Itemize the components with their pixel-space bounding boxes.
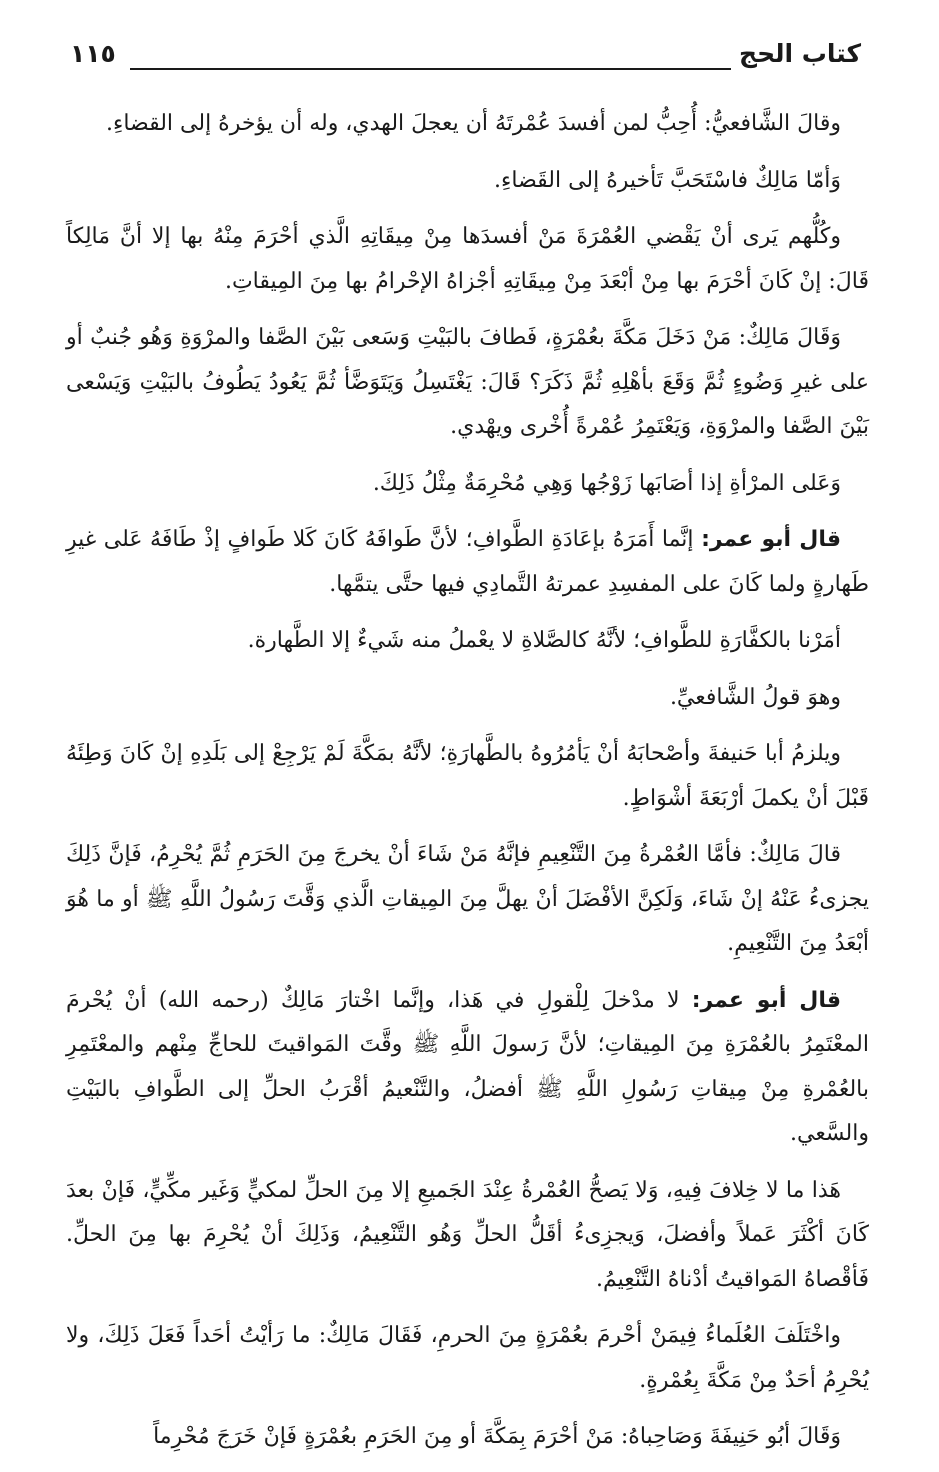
paragraph-text: وقالَ الشَّافعيُّ: أُحِبُّ لمن أفسدَ عُمْرتَهُ أن يعجلَ الهدي، وله أن يؤخرهُ إلى القضاءِ. — [105, 111, 841, 136]
paragraph-text: إنَّما أَمَرَهُ بإعَادَةِ الطَّوافِ؛ لأنَّ طَوافَهُ كَانَ كَلا طَوافٍ إذْ طَافَهُ عَلى غيرِ طَهارةٍ ولما كَانَ على المفسِدِ عمرتهُ التَّمادِي فيها حتَّى يتمَّها. — [66, 527, 869, 597]
header-rule — [130, 68, 731, 70]
paragraph-text: وكُلُّهم يَرى أنْ يَقْضي العُمْرَةَ مَنْ أفسدَها مِنْ مِيقَاتِهِ الَّذي أحْرَمَ مِنْهُ بها إلا أنَّ مَالِكاً قَالَ: إنْ كَانَ أحْرَمَ بها مِنْ أبْعَدَ مِنْ مِيقَاتِهِ أجْزاهُ الإحْرامُ بها مِنَ المِيقاتِ. — [66, 224, 869, 294]
paragraph-text: وَقَالَ أبُو حَنِيفَةَ وَصَاحِباهُ: مَنْ أحْرَمَ بِمَكَّةَ أو مِنَ الحَرَمِ بعُمْرَةٍ فَإنْ خَرَجَ مُحْرِماً — [153, 1424, 841, 1449]
paragraph-text: أمَرْنا بالكفَّارَةِ للطَّوافِ؛ لأنَّهُ كالصَّلاةِ لا يعْملُ منه شَيءٌ إلا الطَّهارة. — [247, 628, 841, 653]
paragraph-text: واخْتَلَفَ العُلَماءُ فِيمَنْ أحْرمَ بعُمْرَةٍ مِنَ الحرمِ، فَقَالَ مَالِكٌ: ما رَأيْتُ أحَداً فَعَلَ ذَلِكَ، ولا يُحْرِمُ أحَدٌ مِنْ مَكَّةَ بِعُمْرةٍ. — [66, 1323, 869, 1393]
paragraph-text: لا مدْخلَ لِلْقولِ في هَذا، وإنَّما اخْتارَ مَالِكٌ (رحمه الله) أنْ يُحْرمَ المعْتَمِرُ بالعُمْرَةِ مِنَ المِيقاتِ؛ لأنَّ رَسولَ اللَّهِ ﷺ وقَّتَ المَواقيتَ للحاجِّ مِنْهم والمعْتَمِرِ بالعُمْرةِ مِنْ مِيقاتِ رَسُولِ اللَّهِ ﷺ أفضلُ، والتَّنْعيمُ أقْرَبُ الحلِّ إلى الطَّوافِ بالبَيْتِ والسَّعي. — [66, 987, 869, 1146]
paragraph — [66, 676, 869, 721]
paragraph — [66, 1415, 869, 1460]
paragraph-text: وهوَ قولُ الشَّافعيِّ. — [669, 684, 841, 710]
paragraph — [66, 619, 869, 664]
paragraph — [66, 518, 869, 607]
page-number: ١١٥ — [70, 39, 116, 68]
paragraph-text: وَقَالَ مَالِكٌ: مَنْ دَخَلَ مَكَّةَ بعُمْرَةٍ، فَطافَ بالبَيْتِ وَسَعى بَيْنَ الصَّفا والمرْوَةِ وَهُو جُنبٌ أو على غيرِ وَضُوءٍ ثُمَّ وَقَعَ بأهْلِهِ ثُمَّ ذَكَرَ؟ قَالَ: يَغْتَسِلُ وَيَتَوَضَّأ ثُمَّ يَعُودُ يَطُوفُ بالبَيْتِ وَيَسْعى بَيْنَ الصَّفا والمرْوَةِ، وَيَعْتَمِرُ عُمْرةً أُخْرى ويهْدي. — [66, 325, 869, 439]
paragraph-text: وَأمّا مَالِكٌ فاسْتَحَبَّ تَأخيرهُ إلى القَضاءِ. — [494, 167, 841, 193]
paragraph — [66, 215, 869, 304]
paragraph — [66, 833, 869, 967]
paragraph — [66, 1169, 869, 1303]
page-header — [70, 34, 861, 74]
paragraph — [66, 1314, 869, 1403]
paragraph-text: وَعَلى المرْأةِ إذا أصَابَها زَوْجُها وَهِي مُحْرِمَةٌ مِثْلُ ذَلِكَ. — [372, 470, 841, 496]
page-body — [66, 102, 869, 1472]
paragraph-text: ويلزمُ أبا حَنيفةَ وأصْحابَهُ أنْ يَأمُرُوهُ بالطَّهارَةِ؛ لأنَّهُ بمَكَّةَ لَمْ يَرْجِعْ إلى بَلَدِهِ إنْ كَانَ وَطِئَهُ قَبْلَ أنْ يكملَ أرْبَعَةَ أشْوَاطٍ. — [66, 741, 869, 811]
paragraph — [66, 159, 869, 204]
book-title: كتاب الحج — [739, 39, 861, 68]
paragraph — [66, 732, 869, 821]
paragraph — [66, 979, 869, 1157]
paragraph-lead: قال أبو عمر: — [701, 527, 842, 552]
paragraph — [66, 102, 869, 147]
paragraph — [66, 462, 869, 507]
paragraph-text: هَذا ما لا خِلافَ فِيهِ، وَلا يَصحُّ العُمْرةُ عِنْدَ الجَميعِ إلا مِنَ الحلِّ لمكيٍّ وَغَير مكِّيٍّ، فَإنْ بعدَ كَانَ أكْثَرَ عَملاً وأفضلَ، وَيجزِىءُ أقَلُّ الحلِّ وَهُو التَّنْعِيمُ، وَذَلِكَ أنْ يُحْرِمَ بها مِنَ الحلِّ. فَأقْصاهُ المَواقيتُ أدْناهُ التَّنْعِيمُ. — [66, 1177, 869, 1292]
paragraph-text: قالَ مَالِكٌ: فأمَّا العُمْرةُ مِنَ التَّنْعِيمِ فإنَّهُ مَنْ شَاءَ أنْ يخرجَ مِنَ الحَرَمِ ثُمَّ يُحْرِمُ، فَإنَّ ذَلِكَ يجزىءُ عَنْهُ إنْ شَاءَ، وَلَكِنَّ الأفْضَلَ أنْ يهلَّ مِنَ المِيقاتِ الَّذي وَقَّتَ رَسُولُ اللَّهِ ﷺ أو ما هُوَ أبْعَدُ مِنَ التَّنْعِيمِ. — [66, 842, 869, 956]
paragraph-lead: قال أبو عمر: — [691, 987, 841, 1013]
paragraph — [66, 316, 869, 450]
